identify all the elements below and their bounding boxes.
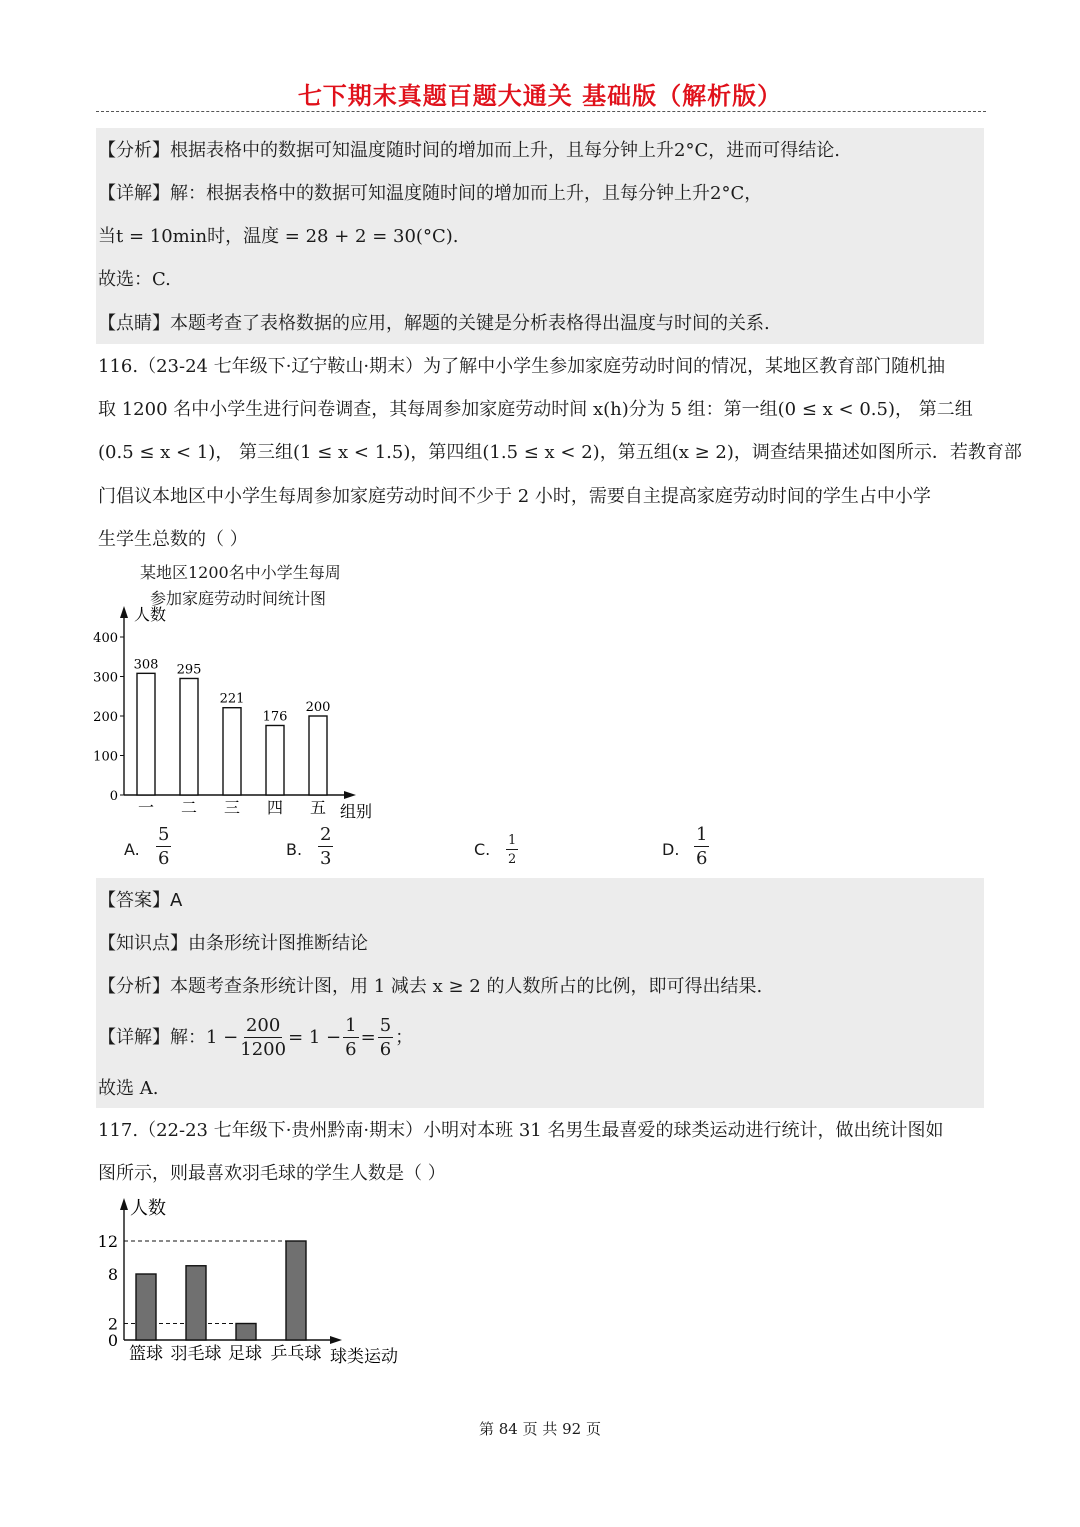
chart2-y-label: 人数 <box>130 1198 166 1219</box>
option-a-fraction <box>156 826 171 868</box>
option-b-fraction <box>318 826 333 868</box>
chart1-x-label: 组别 <box>340 802 373 821</box>
prev-comment-text: 本题考查了表格数据的应用，解题的关键是分析表格得出温度与时间的关系. <box>170 313 770 334</box>
option-c-letter: C. <box>474 840 491 859</box>
option-b-letter: B. <box>286 840 303 859</box>
q116-line-2: 取 1200 名中小学生进行问卷调查，其每周参加家庭劳动时间 x(h)分为 5 组：第一组(0 ≤ x < 0.5)， 第二组 <box>98 399 973 420</box>
q116-analysis <box>98 975 762 999</box>
q116-detail-f3-den: 6 <box>379 1039 392 1060</box>
chart1-bar <box>180 678 198 795</box>
chart1-bar <box>309 716 327 795</box>
chart2-y-tick-label: 12 <box>97 1232 118 1251</box>
chart1-title-line-1: 某地区1200名中小学生每周 <box>140 563 341 582</box>
option-c-denominator: 2 <box>508 852 517 867</box>
prev-comment-label: 【点睛】 <box>98 313 170 334</box>
chart2-x-tick-label: 足球 <box>228 1344 262 1364</box>
q117-line-2: 图所示，则最喜欢羽毛球的学生人数是（ ） <box>98 1163 446 1184</box>
chart2-y-tick-label: 8 <box>107 1265 118 1284</box>
chart2-x-tick-label: 羽毛球 <box>170 1344 222 1364</box>
q116-detail-fraction-3 <box>378 1017 393 1059</box>
q116-detail-f1-den: 1200 <box>240 1039 287 1060</box>
q117-line-1: 117.（22-23 七年级下·贵州黔南·期末）小明对本班 31 名男生最喜爱的球类运动进行统计，做出统计图如 <box>98 1120 944 1141</box>
q116-options <box>124 826 824 876</box>
q116-detail-label: 【详解】 <box>98 1027 170 1048</box>
chart1-y-tick-label: 200 <box>93 710 118 725</box>
q116-detail-f3-num: 5 <box>379 1015 392 1036</box>
q116-detail-f2-den: 6 <box>345 1039 357 1060</box>
q116-answer <box>98 889 182 913</box>
chart1-bar <box>266 725 284 795</box>
q116-detail-end: ； <box>395 1027 414 1048</box>
option-d-numerator: 1 <box>696 824 708 845</box>
q116-line-5: 生学生总数的（ ） <box>98 529 248 550</box>
chart2-y-tick-label: 0 <box>107 1331 118 1350</box>
chart2-ball-sports <box>90 1190 430 1380</box>
q116-line-3: (0.5 ≤ x < 1)， 第三组(1 ≤ x < 1.5)，第四组(1.5 ≤ x < 2)，第五组(x ≥ 2)，调查结果描述如图所示．若教育部 <box>98 442 1022 463</box>
q116-analysis-label: 【分析】 <box>98 976 170 997</box>
q116-answer-value: A <box>170 890 183 911</box>
chart2-x-arrow <box>330 1336 342 1344</box>
chart1-plot <box>93 605 372 821</box>
prev-detail <box>98 182 762 206</box>
chart2-bar <box>136 1274 156 1340</box>
q116-detail-fraction-2 <box>343 1017 358 1059</box>
option-a-numerator: 5 <box>158 824 170 845</box>
chart1-y-tick-label: 300 <box>93 670 118 686</box>
chart2-bar <box>186 1266 206 1340</box>
prev-detail-label: 【详解】 <box>98 183 170 204</box>
q116-detail-f2-num: 1 <box>345 1015 357 1036</box>
option-a-letter: A. <box>124 840 140 859</box>
q116-line-1: 116.（23-24 七年级下·辽宁鞍山·期末）为了解中小学生参加家庭劳动时间的情况，某地区教育部门随机抽 <box>98 356 946 377</box>
chart2-bar <box>236 1324 256 1341</box>
chart1-x-tick-label: 三 <box>223 798 241 817</box>
prev-detail-text: 解：根据表格中的数据可知温度随时间的增加而上升，且每分钟上升2°C， <box>170 183 763 204</box>
chart1-bar <box>137 673 155 795</box>
option-d-fraction <box>694 826 709 868</box>
option-d-denominator: 6 <box>696 848 708 869</box>
q116-detail-f1-num: 200 <box>245 1015 281 1036</box>
chart1-data-label: 308 <box>133 657 159 673</box>
q116-answer-label: 【答案】 <box>98 890 170 911</box>
chart1-bar <box>223 708 241 795</box>
chart1-title-line-2: 参加家庭劳动时间统计图 <box>150 589 327 608</box>
q116-line-4: 门倡议本地区中小学生每周参加家庭劳动时间不少于 2 小时，需要自主提高家庭劳动时间的学生占中小学 <box>98 486 931 507</box>
chart1-y-tick-label: 100 <box>93 749 118 765</box>
option-c-numerator: 1 <box>508 833 517 848</box>
chart2-plot <box>98 1198 398 1367</box>
prev-detail-line2: 当t = 10min时，温度 = 28 + 2 = 30(°C). <box>98 226 459 247</box>
page-header-title: 七下期末真题百题大通关 基础版（解析版） <box>297 82 783 110</box>
chart1-y-tick-label: 0 <box>109 789 118 804</box>
q116-detail-fraction-1 <box>240 1017 286 1059</box>
q116-detail-mid: = 1 − <box>288 1027 342 1048</box>
chart1-y-label: 人数 <box>134 605 167 624</box>
chart2-x-label: 球类运动 <box>330 1347 398 1367</box>
chart2-x-tick-label: 篮球 <box>129 1344 163 1364</box>
option-a-denominator: 6 <box>158 848 170 869</box>
q116-kp-text: 由条形统计图推断结论 <box>188 933 368 954</box>
header-divider <box>96 111 986 112</box>
chart2-y-tick-label: 2 <box>107 1314 118 1334</box>
chart1-x-tick-label: 四 <box>266 798 284 817</box>
chart1-x-tick-label: 一 <box>137 798 155 817</box>
chart1-y-arrow <box>120 606 128 618</box>
prev-analysis-text: 根据表格中的数据可知温度随时间的增加而上升，且每分钟上升2°C，进而可得结论. <box>170 140 840 161</box>
prev-analysis <box>98 139 840 163</box>
q116-detail-eq: = <box>360 1027 376 1048</box>
chart1-data-label: 200 <box>305 700 331 715</box>
chart1-data-label: 295 <box>176 662 202 678</box>
chart1-data-label: 221 <box>219 691 245 707</box>
q116-choice: 故选 A. <box>98 1078 159 1099</box>
option-c-fraction <box>506 834 518 866</box>
prev-choice: 故选：C. <box>98 269 171 290</box>
q116-analysis-text: 本题考查条形统计图，用 1 减去 x ≥ 2 的人数所占的比例，即可得出结果. <box>170 976 763 997</box>
q116-kp-label: 【知识点】 <box>98 933 188 954</box>
q116-detail <box>98 1012 413 1064</box>
option-b-denominator: 3 <box>320 848 332 869</box>
chart2-y-arrow <box>120 1198 128 1210</box>
prev-comment <box>98 312 770 336</box>
option-d-letter: D. <box>662 840 680 859</box>
chart1-household-labor <box>90 600 390 830</box>
q116-detail-prefix: 解：1 − <box>170 1027 239 1048</box>
chart1-y-tick-label: 400 <box>93 631 118 646</box>
chart1-x-arrow <box>344 791 356 799</box>
chart1-x-tick-label: 二 <box>180 798 198 817</box>
chart2-bar <box>286 1241 306 1340</box>
prev-analysis-label: 【分析】 <box>98 140 170 161</box>
option-b-numerator: 2 <box>320 824 332 845</box>
chart2-x-tick-label: 乒乓球 <box>270 1344 322 1364</box>
q116-knowledge-point <box>98 932 368 956</box>
page-footer: 第 84 页 共 92 页 <box>478 1420 601 1438</box>
chart1-x-tick-label: 五 <box>309 798 327 817</box>
chart1-data-label: 176 <box>262 709 288 725</box>
